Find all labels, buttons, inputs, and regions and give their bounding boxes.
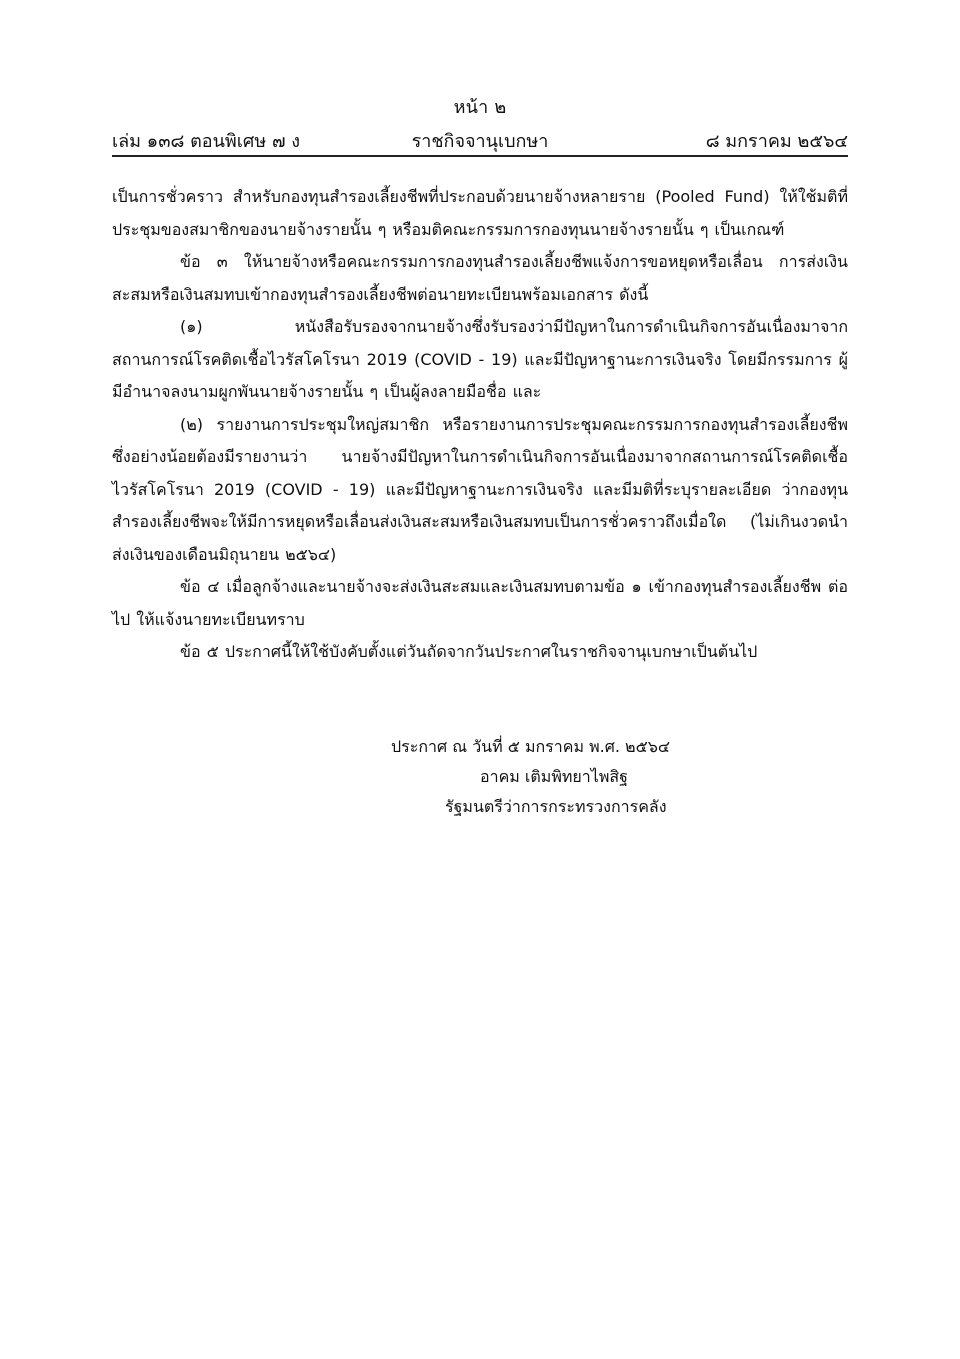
paragraph-clause-3: ข้อ ๓ ให้นายจ้างหรือคณะกรรมการกองทุนสำรองเลี้ยงชีพแจ้งการขอหยุดหรือเลื่อน การส่งเงินสะสมหรือเงินสมทบเข้ากองทุนสำรองเลี้ยงชีพต่อนายทะเบียนพร้อมเอกสาร ดังนี้ xyxy=(112,252,848,304)
paragraph-pooled-fund: เป็นการชั่วคราว สำหรับกองทุนสำรองเลี้ยงชีพที่ประกอบด้วยนายจ้างหลายราย (Pooled Fund) ให้ใช้มติที่ประชุมของสมาชิกของนายจ้างรายนั้น ๆ หรือมติคณะกรรมการกองทุนนายจ้างรายนั้น ๆ เป็นเกณฑ์ xyxy=(112,187,848,239)
signature-block xyxy=(0,732,960,822)
header-date: ๘ มกราคม ๒๕๖๔ xyxy=(705,131,848,152)
header-divider xyxy=(112,155,848,157)
header-volume-issue: เล่ม ๑๓๘ ตอนพิเศษ ๗ ง xyxy=(112,131,300,152)
paragraph-clause-5: ข้อ ๕ ประกาศนี้ให้ใช้บังคับตั้งแต่วันถัดจากวันประกาศในราชกิจจานุเบกษาเป็นต้นไป xyxy=(180,642,758,661)
paragraph-item-1: (๑) หนังสือรับรองจากนายจ้างซึ่งรับรองว่ามีปัญหาในการดำเนินกิจการอันเนื่องมาจาก สถานการณ์โรคติดเชื้อไวรัสโคโรนา 2019 (COVID - 19) และมีปัญหาฐานะการเงินจริง โดยมีกรรมการ ผู้มีอำนาจลงนามผูกพันนายจ้างรายนั้น ๆ เป็นผู้ลงลายมือชื่อ และ xyxy=(112,317,848,401)
signatory-title: รัฐมนตรีว่าการกระทรวงการคลัง xyxy=(445,797,667,816)
announcement-date: ประกาศ ณ วันที่ ๕ มกราคม พ.ศ. ๒๕๖๔ xyxy=(391,737,670,756)
paragraph-item-2: (๒) รายงานการประชุมใหญ่สมาชิก หรือรายงานการประชุมคณะกรรมการกองทุนสำรองเลี้ยงชีพ ซึ่งอย่างน้อยต้องมีรายงานว่า นายจ้างมีปัญหาในการดำเนินกิจการอันเนื่องมาจากสถานการณ์โรคติดเชื้อ ไวรัสโคโรนา 2019 (COVID - 19) และมีปัญหาฐานะการเงินจริง และมีมติที่ระบุรายละเอียด ว่ากองทุนสำรองเลี้ยงชีพจะให้มีการหยุดหรือเลื่อนส่งเงินสะสมหรือเงินสมทบเป็นการชั่วคราวถึงเมื่อใด (ไม่เกินงวดนำส่งเงินของเดือนมิถุนายน ๒๕๖๔) xyxy=(112,414,848,564)
signatory-name: อาคม เติมพิทยาไพสิฐ xyxy=(480,767,628,786)
page-number: หน้า ๒ xyxy=(453,97,507,118)
header-publication-title: ราชกิจจานุเบกษา xyxy=(411,131,549,152)
gazette-header xyxy=(112,130,848,154)
paragraph-clause-4: ข้อ ๔ เมื่อลูกจ้างและนายจ้างจะส่งเงินสะสมและเงินสมทบตามข้อ ๑ เข้ากองทุนสำรองเลี้ยงชีพ ต่อไป ให้แจ้งนายทะเบียนทราบ xyxy=(112,577,848,629)
document-body xyxy=(112,181,848,669)
